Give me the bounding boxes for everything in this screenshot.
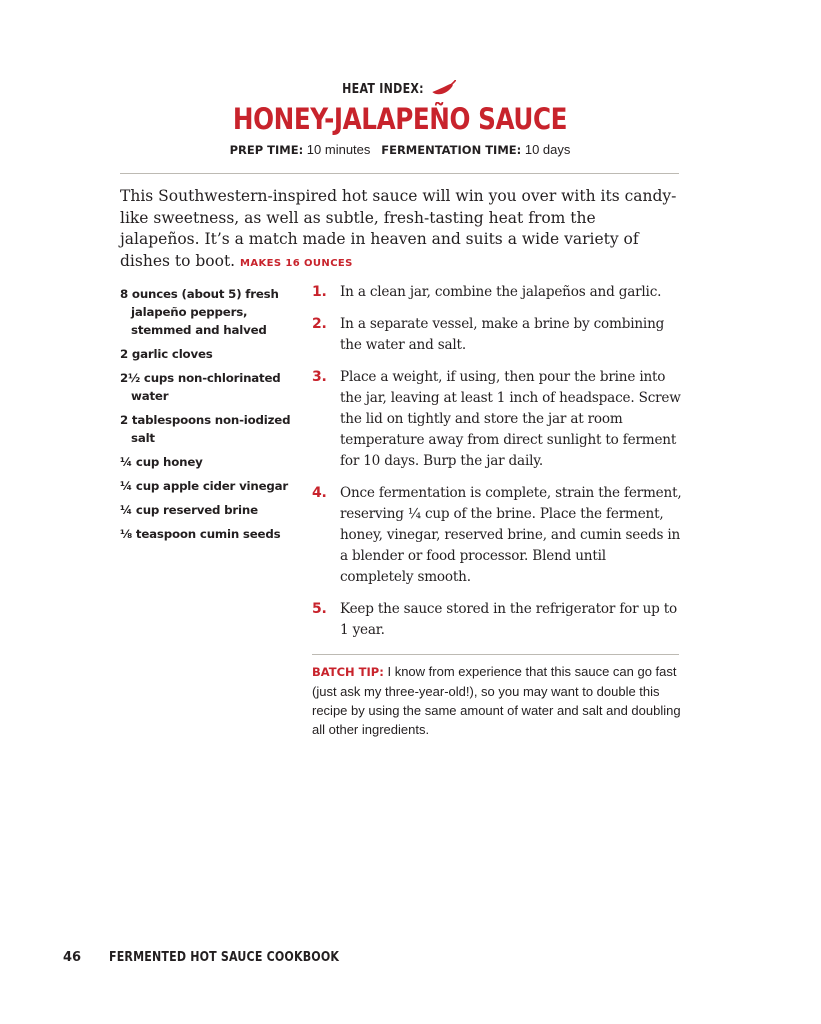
step-number: 2. <box>312 316 327 332</box>
recipe-intro <box>120 186 680 274</box>
book-title: FERMENTED HOT SAUCE COOKBOOK <box>109 950 340 965</box>
batch-tip-text: I know from experience that this sauce can go fast (just ask my three-year-old!), so you may want to double this recipe by using the same amount of water and salt and doubling all other ingredients. <box>312 664 681 737</box>
heat-index <box>162 80 638 98</box>
ingredient-item: ¼ cup apple cider vinegar <box>120 479 289 493</box>
ingredient-item: ⅛ teaspoon cumin seeds <box>120 527 281 541</box>
intro-text: This Southwestern-inspired hot sauce will win you over with its candy-like sweetness, as well as subtle, fresh-tasting heat from the jalapeños. It’s a match made in heaven and suits a wide variety of dishes to boot. <box>120 187 677 270</box>
ingredient-item: 2 garlic cloves <box>120 347 213 361</box>
fermentation-time-label: FERMENTATION TIME: <box>381 143 522 157</box>
ingredient-list <box>120 285 305 549</box>
step-number: 5. <box>312 601 327 617</box>
step-item <box>312 483 682 588</box>
step-text: In a separate vessel, make a brine by combining the water and salt. <box>340 316 665 353</box>
header-divider <box>120 173 679 174</box>
step-item <box>312 314 682 356</box>
step-text: Once fermentation is complete, strain the ferment, reserving ¼ cup of the brine. Place the ferment, honey, vinegar, reserved brine, and cumin seeds in a blender or food processor. Blend until completely smooth. <box>340 485 682 585</box>
ingredient-item: 2½ cups non-chlorinated water <box>120 371 281 403</box>
heat-index-label: HEAT INDEX: <box>342 81 424 97</box>
step-item <box>312 599 682 641</box>
step-item <box>312 282 682 303</box>
method-steps <box>312 282 682 652</box>
prep-time-value: 10 minutes <box>306 142 371 157</box>
fermentation-time-value: 10 days <box>524 142 571 157</box>
batch-tip <box>312 662 682 739</box>
recipe-title: HONEY-JALAPEÑO SAUCE <box>232 102 568 136</box>
ingredient-item: ¼ cup reserved brine <box>120 503 258 517</box>
prep-time-label: PREP TIME: <box>229 143 304 157</box>
page-number: 46 <box>63 950 82 965</box>
step-number: 4. <box>312 485 327 501</box>
ingredient-item: 2 tablespoons non-iodized salt <box>120 413 291 445</box>
page-footer <box>63 950 380 965</box>
recipe-header <box>120 80 680 157</box>
step-text: In a clean jar, combine the jalapeños and garlic. <box>340 284 662 300</box>
step-number: 3. <box>312 369 327 385</box>
ingredient-item: ¼ cup honey <box>120 455 203 469</box>
yield-label: MAKES 16 OUNCES <box>240 257 353 269</box>
step-text: Keep the sauce stored in the refrigerator for up to 1 year. <box>340 601 677 638</box>
chili-pepper-icon <box>429 80 458 98</box>
recipe-times <box>120 142 680 157</box>
step-number: 1. <box>312 284 327 300</box>
batch-tip-label: BATCH TIP: <box>312 665 384 679</box>
tip-divider <box>312 654 679 655</box>
step-item <box>312 367 682 472</box>
step-text: Place a weight, if using, then pour the brine into the jar, leaving at least 1 inch of headspace. Screw the lid on tightly and store the jar at room temperature away from direct sunlight to ferment for 10 days. Burp the jar daily. <box>340 369 681 469</box>
ingredient-item: 8 ounces (about 5) fresh jalapeño peppers, stemmed and halved <box>120 287 279 337</box>
